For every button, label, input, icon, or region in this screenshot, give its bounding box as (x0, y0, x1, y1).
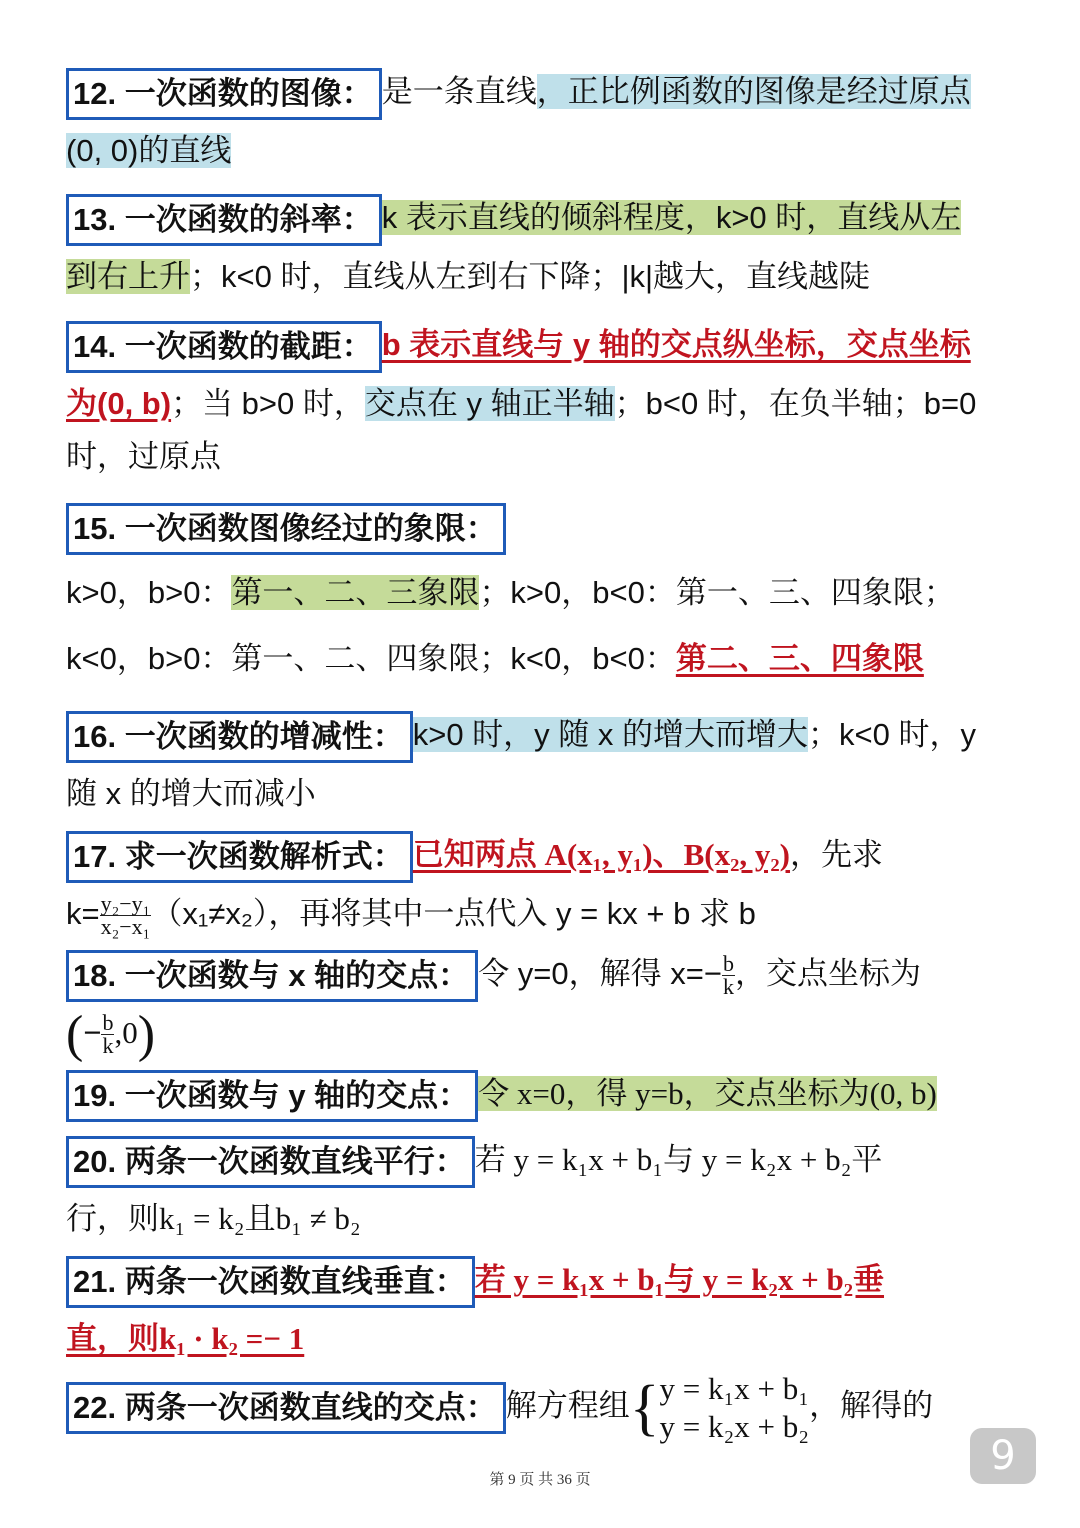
item-18-point-numerator: b (102, 1010, 114, 1036)
item-21-red-cont: 直，则k₁ · k₂ =− 1 (66, 1321, 305, 1356)
item-15-heading: 15. 一次函数图像经过的象限： (66, 503, 506, 555)
item-22-text-2: ，解得的 (809, 1388, 934, 1423)
item-18-paren-open: ( (66, 1005, 84, 1063)
item-18-fraction-denominator: k (722, 974, 734, 1000)
item-18-paren-close: ) (137, 1005, 156, 1063)
item-17-fraction-denominator: x₂−x₁ (100, 914, 151, 940)
item-13-highlight-cont: 到右上升 (66, 259, 190, 294)
item-12-text: 是一条直线 (381, 74, 537, 109)
item-18-fraction-numerator: b (722, 951, 734, 977)
item-14-text: ；当 b>0 时， (171, 386, 365, 421)
item-14-heading: 14. 一次函数的截距： (66, 321, 382, 373)
item-22-text: 解方程组 (505, 1388, 630, 1423)
item-12-highlight-cont: (0, 0)的直线 (66, 133, 232, 168)
item-19-highlight: 令 x=0，得 y=b，交点坐标为(0, b) (478, 1076, 937, 1111)
item-15-highlight: 第一、二、三象限 (231, 575, 480, 610)
item-18-heading: 18. 一次函数与 x 轴的交点： (66, 950, 478, 1002)
item-22 (66, 1366, 1014, 1446)
item-21 (66, 1250, 1014, 1368)
item-18-point-fraction (101, 1012, 114, 1057)
item-13-heading: 13. 一次函数的斜率： (66, 194, 382, 246)
item-17 (66, 825, 1014, 943)
item-22-equation-1: y = k₁x + b₁ (659, 1370, 810, 1406)
item-19 (66, 1064, 1014, 1123)
item-15-red-text: 第二、三、四象限 (675, 641, 924, 676)
item-17-red-text: 已知两点 A(x₁, y₁)、B(x₂, y₂) (412, 837, 791, 872)
item-22-heading: 22. 两条一次函数直线的交点： (66, 1382, 506, 1434)
item-17-heading: 17. 求一次函数解析式： (66, 831, 413, 883)
item-22-brace: { (629, 1373, 660, 1442)
item-16-text-2: 随 x 的增大而减小 (66, 776, 316, 811)
item-15-line1-c: ；k>0，b<0：第一、三、四象限； (479, 575, 955, 610)
item-14-highlight: 交点在 y 轴正半轴 (364, 386, 615, 421)
item-15-line1-a: k>0，b>0： (66, 575, 232, 610)
item-17-fraction-numerator: y₂−y₁ (100, 891, 151, 917)
item-18-point-denominator: k (102, 1033, 114, 1059)
item-13-text: ；k<0 时，直线从左到右下降；|k|越大，直线越陡 (190, 259, 871, 294)
page-number-badge: 9 (970, 1428, 1036, 1484)
item-18-text: 令 y=0，解得 x=− (478, 956, 722, 991)
item-16-heading: 16. 一次函数的增减性： (66, 711, 413, 763)
item-14-text-3: 时，过原点 (66, 439, 221, 474)
item-20 (66, 1130, 1014, 1248)
item-18-fraction (722, 953, 735, 998)
item-14-red-text: b 表示直线与 y 轴的交点纵坐标，交点坐标 (381, 327, 971, 362)
item-18-minus: − (83, 1015, 102, 1050)
item-12 (66, 62, 1014, 180)
item-21-red-text: 若 y = k₁x + b₁与 y = k₂x + b₂垂 (474, 1262, 885, 1297)
item-12-heading: 12. 一次函数的图像： (66, 68, 382, 120)
item-22-equation-system (659, 1370, 809, 1446)
item-19-heading: 19. 一次函数与 y 轴的交点： (66, 1070, 478, 1122)
item-13-highlight: k 表示直线的倾斜程度，k>0 时，直线从左 (381, 200, 962, 235)
item-18 (66, 944, 1014, 1065)
item-20-text: 若 y = k₁x + b₁与 y = k₂x + b₂平 (474, 1142, 883, 1177)
item-14 (66, 315, 1014, 486)
item-16 (66, 705, 1014, 823)
item-17-k-eq: k= (66, 896, 100, 931)
item-17-slope-fraction (100, 893, 152, 938)
item-20-text-2: 行，则k₁ = k₂且b₁ ≠ b₂ (66, 1201, 361, 1236)
item-12-text-comma: ， (536, 74, 568, 109)
item-14-text-2: ；b<0 时，在负半轴；b=0 (614, 386, 977, 421)
item-16-highlight: k>0 时，y 随 x 的增大而增大 (412, 717, 809, 752)
item-20-heading: 20. 两条一次函数直线平行： (66, 1136, 475, 1188)
item-17-text: ，先求 (790, 837, 884, 872)
item-15-line2-a: k<0，b>0：第一、二、四象限；k<0，b<0： (66, 641, 676, 676)
item-15 (66, 497, 1014, 688)
item-18-zero: ,0 (114, 1015, 138, 1050)
item-12-highlight: 正比例函数的图像是经过原点 (567, 74, 971, 109)
item-14-red-cont: 为(0, b) (66, 386, 172, 421)
item-22-equation-2: y = k₂x + b₂ (659, 1408, 810, 1444)
item-18-text-2: ，交点坐标为 (734, 956, 921, 991)
item-13 (66, 188, 1014, 306)
item-17-text-2: （x₁≠x₂），再将其中一点代入 y = kx + b 求 b (151, 896, 756, 931)
item-21-heading: 21. 两条一次函数直线垂直： (66, 1256, 475, 1308)
page-footer: 第 9 页 共 36 页 (489, 1472, 591, 1488)
item-16-text: ；k<0 时，y (808, 717, 976, 752)
